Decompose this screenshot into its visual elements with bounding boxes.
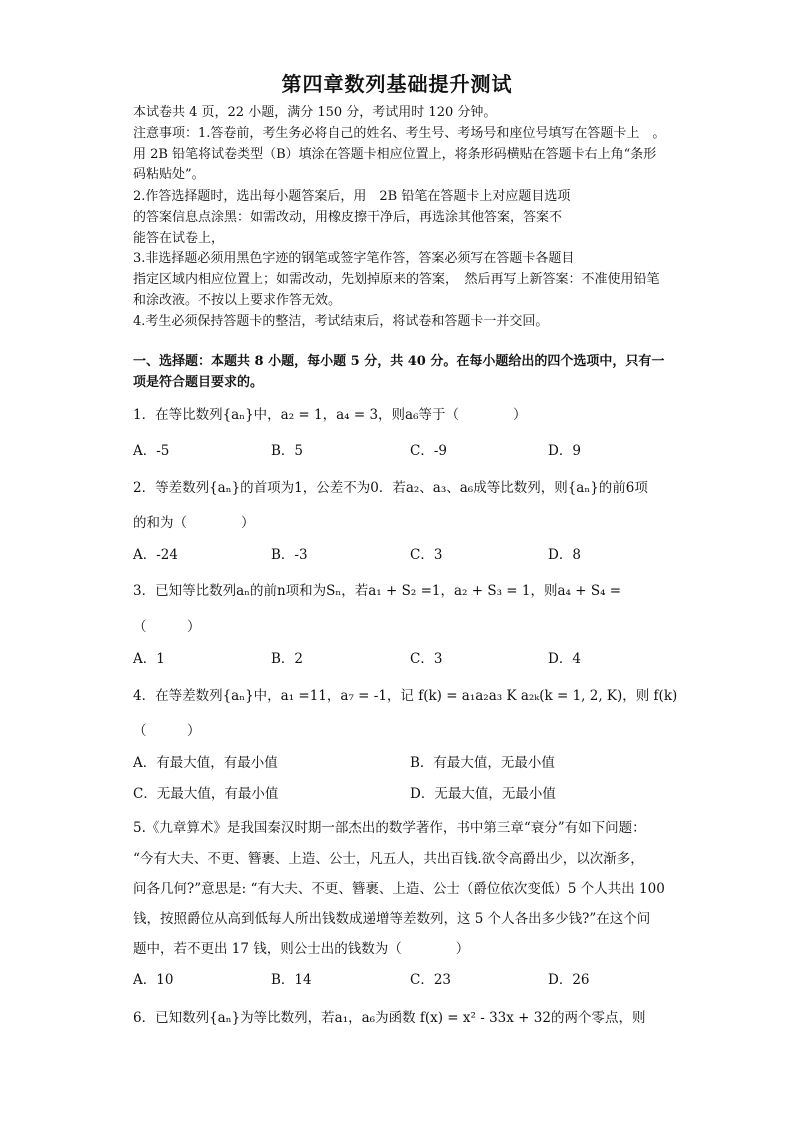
question-1-text: 1．在等比数列{aₙ}中，a₂ = 1，a₄ = 3，则a₆等于（ ） bbox=[133, 407, 527, 423]
intro-line-9: 指定区域内相应位置上；如需改动，先划掉原来的答案， 然后再写上新答案：不准使用铅笔 bbox=[133, 272, 660, 287]
option-b[interactable]: B．-3 bbox=[271, 547, 308, 563]
question-5-text-line-4: 钱，按照爵位从高到低每人所出钱数成递增等差数列，这 5 个人各出多少钱?”在这个问 bbox=[133, 911, 651, 927]
question-5-text-line-5: 题中，若不更出 17 钱，则公士出的钱数为（ ） bbox=[133, 941, 470, 957]
question-2-options bbox=[133, 545, 693, 565]
option-b[interactable]: B．有最大值，无最小值 bbox=[410, 755, 555, 771]
intro-line-4: 码粘贴处”。 bbox=[133, 167, 205, 182]
option-c[interactable]: C．3 bbox=[410, 547, 443, 563]
option-a[interactable]: A．10 bbox=[133, 972, 174, 988]
option-b[interactable]: B．2 bbox=[271, 651, 304, 667]
question-6-text-line-1: 6．已知数列{aₙ}为等比数列，若a₁，a₆为函数 f(x) = x² - 33x + 32的两个零点，则 bbox=[133, 1010, 646, 1026]
option-c[interactable]: C．23 bbox=[410, 972, 452, 988]
option-a[interactable]: A．-5 bbox=[133, 443, 170, 459]
section-heading-line-1: 一、选择题：本题共 8 小题，每小题 5 分，共 40 分。在每小题给出的四个选项中，只有一 bbox=[133, 354, 665, 369]
option-b[interactable]: B．5 bbox=[271, 443, 304, 459]
section-heading-line-2: 项是符合题目要求的。 bbox=[133, 375, 264, 390]
question-5-options bbox=[133, 970, 693, 990]
question-5-text-line-3: 问各几何?”意思是: “有大夫、不更、簪裹、上造、公士（爵位依次变低）5 个人共出 100 bbox=[133, 881, 665, 897]
page-title: 第四章数列基础提升测试 bbox=[281, 72, 513, 96]
option-d[interactable]: D．9 bbox=[548, 443, 581, 459]
intro-line-6: 的答案信息点涂黑：如需改动，用橡皮擦干净后，再选涂其他答案，答案不 bbox=[133, 210, 563, 225]
question-2-text-line-1: 2．等差数列{aₙ}的首项为1，公差不为0．若a₂、a₃、a₆成等比数列，则{aₙ}的前6项 bbox=[133, 480, 648, 496]
intro-line-3: 用 2B 铅笔将试卷类型（B）填涂在答题卡相应位置上，将条形码横贴在答题卡右上角“条形 bbox=[133, 147, 657, 162]
question-5-text-line-1: 5.《九章算术》是我国秦汉时期一部杰出的数学著作，书中第三章“衰分”有如下问题： bbox=[133, 820, 646, 836]
intro-line-11: 4.考生必须保持答题卡的整洁，考试结束后，将试卷和答题卡一并交回。 bbox=[133, 314, 549, 329]
question-3-text-line-2: （ ） bbox=[133, 619, 201, 635]
option-a[interactable]: A．1 bbox=[133, 651, 165, 667]
intro-line-10: 和涂改液。不按以上要求作答无效。 bbox=[133, 293, 342, 308]
intro-line-5: 2.作答选择题时，选出每小题答案后，用 2B 铅笔在答题卡上对应题目选项 bbox=[133, 189, 571, 204]
option-c[interactable]: C．-9 bbox=[410, 443, 447, 459]
intro-line-1: 本试卷共 4 页，22 小题，满分 150 分，考试用时 120 分钟。 bbox=[133, 105, 497, 120]
option-c[interactable]: C．3 bbox=[410, 651, 443, 667]
intro-line-2: 注意事项：1.答卷前，考生务必将自己的姓名、考生号、考场号和座位号填写在答题卡上 。 bbox=[133, 126, 666, 141]
option-c[interactable]: C．无最大值，有最小值 bbox=[133, 786, 279, 802]
question-2-text-line-2: 的和为（ ） bbox=[133, 515, 255, 531]
question-4-options-row-1 bbox=[133, 753, 693, 773]
question-4-text-line-2: （ ） bbox=[133, 723, 201, 739]
option-d[interactable]: D．4 bbox=[548, 651, 581, 667]
option-b[interactable]: B．14 bbox=[271, 972, 312, 988]
option-a[interactable]: A．-24 bbox=[133, 547, 178, 563]
question-5-text-line-2: “今有大夫、不更、簪裹、上造、公士，凡五人，共出百钱.欲令高爵出少，以次渐多， bbox=[133, 851, 644, 867]
option-d[interactable]: D．26 bbox=[548, 972, 590, 988]
question-1-options bbox=[133, 441, 693, 461]
question-3-options bbox=[133, 649, 693, 669]
intro-line-7: 能答在试卷上， bbox=[133, 231, 225, 246]
intro-line-8: 3.非选择题必须用黑色字迹的钢笔或签字笔作答，答案必须写在答题卡各题目 bbox=[133, 251, 575, 266]
question-4-text-line-1: 4．在等差数列{aₙ}中，a₁ =11，a₇ = -1，记 f(k) = a₁a₂a₃ K a₂ₖ(k = 1, 2, K)，则 f(k) bbox=[133, 688, 678, 704]
option-d[interactable]: D．8 bbox=[548, 547, 581, 563]
question-3-text-line-1: 3．已知等比数列aₙ的前n项和为Sₙ，若a₁ + S₂ =1，a₂ + S₃ = 1，则a₄ + S₄ = bbox=[133, 583, 622, 599]
option-d[interactable]: D．无最大值，无最小值 bbox=[410, 786, 556, 802]
question-4-options-row-2 bbox=[133, 784, 693, 804]
option-a[interactable]: A．有最大值，有最小值 bbox=[133, 755, 278, 771]
